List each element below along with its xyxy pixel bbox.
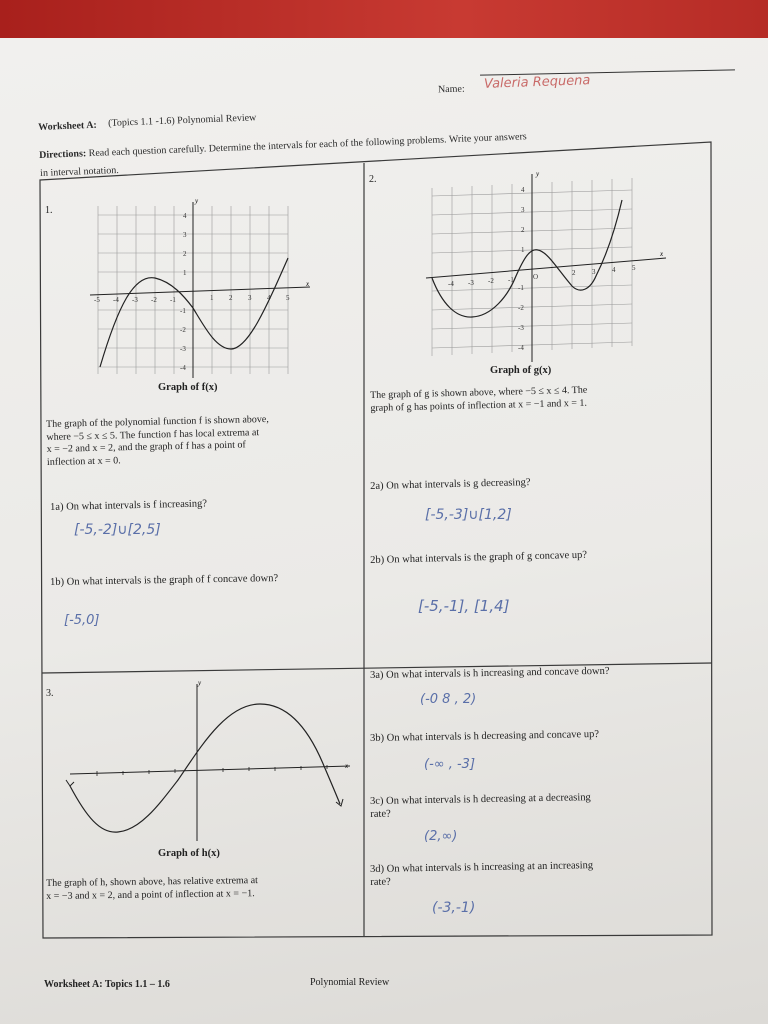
g-xtick: -2	[488, 277, 494, 285]
f-x-label: x	[306, 280, 310, 288]
g-ytick: -3	[518, 324, 524, 332]
question-3d-line2: rate?	[370, 876, 391, 888]
h-x-axis	[70, 766, 350, 774]
problem2-desc-line: The graph of g is shown above, where −5 ≤ x ≤ 4. The	[370, 384, 588, 401]
graph-h	[60, 676, 360, 846]
problem3-description	[46, 874, 356, 903]
question-1a: 1a) On what intervals is f increasing?	[50, 498, 208, 513]
f-xtick: -1	[170, 296, 176, 304]
answer-2a[interactable]: [-5,-3]∪[1,2]	[425, 507, 512, 523]
g-xtick: 3	[592, 268, 596, 276]
g-curve	[432, 200, 622, 317]
answer-1a[interactable]: [-5,-2]∪[2,5]	[74, 522, 161, 538]
directions-label: Directions:	[39, 148, 87, 161]
f-xtick: 3	[248, 294, 252, 302]
question-3d-line1: 3d) On what intervals is h increasing at an increasing	[370, 860, 594, 875]
question-3c	[370, 792, 591, 821]
g-ytick: 4	[521, 186, 525, 194]
problem2-desc-line: graph of g has points of inflection at x = −1 and x = 1.	[370, 397, 588, 414]
graph-h-title: Graph of h(x)	[158, 848, 220, 859]
problem3-desc-line: The graph of h, shown above, has relative extrema at	[46, 875, 259, 889]
f-xtick: 1	[210, 294, 214, 302]
g-ytick: -4	[518, 344, 524, 352]
f-curve	[100, 258, 288, 367]
worksheet-title-visible: (Topics 1.1 -1.6) Polynomial Review	[108, 112, 257, 129]
footer-left: Worksheet A: Topics 1.1 – 1.6	[44, 979, 170, 990]
f-y-label: y	[195, 197, 199, 205]
answer-3c[interactable]: (2,∞)	[424, 829, 458, 844]
problem1-desc-line: where −5 ≤ x ≤ 5. The function f has local extrema at	[46, 426, 260, 443]
g-xtick: 2	[572, 269, 576, 277]
f-xtick: 2	[229, 294, 233, 302]
name-label: Name:	[437, 83, 465, 96]
f-ytick: -4	[180, 364, 186, 372]
g-y-label: y	[536, 170, 540, 178]
graph-g	[420, 166, 670, 366]
question-3d	[370, 860, 593, 889]
problem1-description	[46, 412, 357, 469]
problem3-number: 3.	[46, 688, 54, 699]
directions-line2: in interval notation.	[40, 164, 119, 179]
answer-2b[interactable]: [-5,-1], [1,4]	[418, 597, 510, 615]
student-name: Valeria Requena	[483, 73, 591, 92]
question-3c-line1: 3c) On what intervals is h decreasing at a decreasing	[370, 792, 591, 807]
h-x-label: x	[345, 762, 349, 770]
graph-f-title: Graph of f(x)	[158, 382, 218, 393]
g-xtick: -1	[508, 276, 514, 284]
f-ytick: 3	[183, 231, 187, 239]
h-y-label: y	[198, 679, 202, 687]
question-2b: 2b) On what intervals is the graph of g concave up?	[370, 549, 588, 566]
problem1-desc-line: x = −2 and x = 2, and the graph of f has a point of	[46, 439, 246, 455]
f-ytick: -3	[180, 345, 186, 353]
f-ytick: -1	[180, 307, 186, 315]
g-origin: O	[533, 273, 539, 281]
f-ytick: 1	[183, 269, 187, 277]
g-ytick: 1	[521, 246, 525, 254]
h-curve	[70, 704, 340, 832]
f-ytick: 4	[183, 212, 187, 220]
f-xtick: -3	[132, 296, 138, 304]
h-arrow-left-icon	[66, 780, 74, 786]
graph-g-title: Graph of g(x)	[490, 365, 552, 376]
worksheet-label: Worksheet A:	[38, 119, 97, 133]
problem3-desc-line: x = −3 and x = 2, and a point of inflection at x = −1.	[46, 887, 255, 902]
f-xtick: -2	[151, 296, 157, 304]
g-xtick: -3	[468, 279, 474, 287]
problem1-number: 1.	[45, 205, 53, 216]
g-xtick: -4	[448, 280, 454, 288]
answer-1b[interactable]: [-5,0]	[64, 613, 100, 628]
question-1b: 1b) On what intervals is the graph of f concave down?	[50, 573, 279, 588]
g-ytick: -2	[518, 304, 524, 312]
f-xtick: -5	[94, 296, 100, 304]
directions-text: Read each question carefully. Determine the intervals for each of the following problems. Write your answers	[88, 131, 527, 160]
f-ytick: -2	[180, 326, 186, 334]
problem2-number: 2.	[369, 174, 377, 185]
footer-center: Polynomial Review	[310, 977, 390, 988]
g-x-axis	[426, 258, 666, 278]
f-xtick: -4	[113, 296, 119, 304]
graph-f	[88, 196, 318, 386]
f-x-axis	[90, 287, 310, 295]
g-xtick: 4	[612, 266, 616, 274]
question-3b: 3b) On what intervals is h decreasing and concave up?	[370, 729, 600, 744]
f-ytick: 2	[183, 250, 187, 258]
f-xtick: 5	[286, 294, 290, 302]
answer-3a[interactable]: (-0 8 , 2)	[420, 692, 477, 707]
question-3c-line2: rate?	[370, 808, 391, 820]
g-xtick: 5	[632, 264, 636, 272]
g-ytick: 2	[521, 226, 525, 234]
question-3a: 3a) On what intervals is h increasing and concave down?	[370, 665, 610, 681]
problem1-desc-line: The graph of the polynomial function f is shown above,	[46, 413, 269, 430]
f-xtick: 4	[267, 294, 271, 302]
g-x-label: x	[660, 250, 664, 258]
answer-3d[interactable]: (-3,-1)	[432, 900, 476, 916]
g-ytick: 3	[521, 206, 525, 214]
question-2a: 2a) On what intervals is g decreasing?	[370, 477, 531, 492]
g-ytick: -1	[518, 284, 524, 292]
answer-3b[interactable]: (-∞ , -3]	[424, 757, 476, 772]
problem1-desc-line: inflection at x = 0.	[46, 454, 121, 468]
